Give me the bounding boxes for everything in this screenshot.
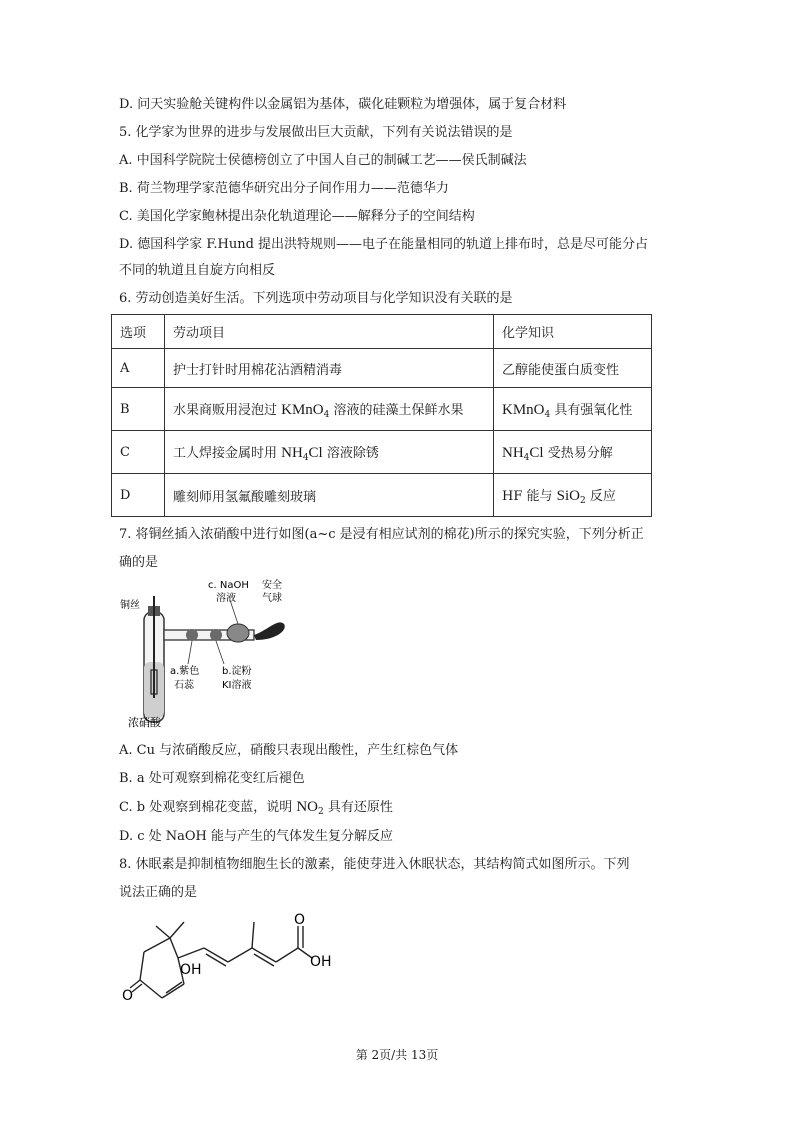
header-knowledge: 化学知识 bbox=[494, 315, 652, 349]
q7-stem-line1: 7. 将铜丝插入浓硝酸中进行如图(a~c 是浸有相应试剂的棉花)所示的探究实验，下列分析正 bbox=[119, 527, 644, 542]
q6-stem: 6. 劳动创造美好生活。下列选项中劳动项目与化学知识没有关联的是 bbox=[119, 291, 513, 306]
bond bbox=[140, 980, 162, 998]
row-b-task: 水果商贩用浸泡过 KMnO$_4$ 溶液的硅藻土保鲜水果 bbox=[165, 388, 494, 431]
table-row bbox=[112, 431, 652, 474]
header-task: 劳动项目 bbox=[165, 315, 494, 349]
label-a-1: a.紫色 bbox=[170, 666, 200, 677]
bond bbox=[178, 948, 204, 958]
q5-stem: 5. 化学家为世界的进步与发展做出巨大贡献，下列有关说法错误的是 bbox=[119, 125, 513, 140]
bond bbox=[144, 938, 170, 952]
methyl-bond bbox=[170, 922, 184, 938]
row-d-task: 雕刻师用氢氟酸雕刻玻璃 bbox=[165, 474, 494, 517]
row-a-option: A bbox=[112, 349, 165, 388]
label-acid: 浓硝酸 bbox=[128, 716, 161, 728]
q8-stem-line2: 说法正确的是 bbox=[119, 885, 198, 900]
row-d-knowledge: HF 能与 SiO$_2$ 反应 bbox=[494, 474, 652, 517]
abscisic-acid-structure bbox=[118, 908, 348, 1008]
label-balloon-2: 气球 bbox=[262, 593, 282, 604]
label-naoh-2: 溶液 bbox=[216, 593, 236, 604]
leader-a bbox=[188, 641, 192, 664]
table-header-row bbox=[112, 315, 652, 349]
label-a-2: 石蕊 bbox=[174, 680, 194, 691]
leader-b bbox=[216, 641, 224, 664]
page-number: 第 2页/共 13页 bbox=[355, 1048, 439, 1062]
bond bbox=[162, 984, 184, 998]
label-b-1: b.淀粉 bbox=[222, 666, 252, 677]
table-row bbox=[112, 474, 652, 517]
q5-option-d-line1: D. 德国科学家 F.Hund 提出洪特规则——电子在能量相同的轨道上排布时，总是尽可能分占 bbox=[119, 237, 649, 252]
q5-option-d-line2: 不同的轨道且自旋方向相反 bbox=[119, 263, 276, 278]
row-a-knowledge: 乙醇能使蛋白质变性 bbox=[494, 349, 652, 388]
header-option: 选项 bbox=[112, 315, 165, 349]
bond bbox=[170, 938, 178, 958]
row-c-option: C bbox=[112, 431, 165, 474]
label-b-2: KI溶液 bbox=[222, 680, 252, 691]
label-naoh-1: c. NaOH bbox=[208, 580, 249, 591]
bond bbox=[228, 948, 252, 962]
bond bbox=[276, 948, 298, 962]
labor-table bbox=[111, 314, 652, 517]
q7-stem-line2: 确的是 bbox=[119, 555, 159, 570]
q8-stem-line1: 8. 休眠素是抑制植物细胞生长的激素，能使芽进入休眠状态，其结构简式如图所示。下列 bbox=[119, 857, 630, 872]
safety-balloon bbox=[254, 622, 285, 640]
atom-o-ketone: O bbox=[122, 988, 134, 1004]
q7-option-c: C. b 处观察到棉花变蓝，说明 $NO_2$ 具有还原性 bbox=[119, 799, 393, 817]
label-copper-wire: 铜丝 bbox=[120, 600, 140, 611]
label-balloon-1: 安全 bbox=[262, 580, 282, 591]
row-c-task: 工人焊接金属时用 $NH_4Cl$ 溶液除锈 bbox=[165, 431, 494, 474]
cotton-c bbox=[227, 624, 249, 642]
methyl-bond bbox=[252, 922, 254, 948]
q7-option-b: B. a 处可观察到棉花变红后褪色 bbox=[119, 771, 305, 786]
q5-option-b: B. 荷兰物理学家范德华研究出分子间作用力——范德华力 bbox=[119, 181, 449, 196]
atom-oh-acid: OH bbox=[310, 954, 332, 970]
row-c-knowledge: $NH_4Cl$ 受热易分解 bbox=[494, 431, 652, 474]
row-b-knowledge: KMnO$_4$ 具有强氧化性 bbox=[494, 388, 652, 431]
apparatus-figure bbox=[118, 578, 288, 728]
methyl-bond bbox=[156, 926, 170, 938]
q7-option-a: A. Cu 与浓硝酸反应，硝酸只表现出酸性，产生红棕色气体 bbox=[119, 743, 459, 758]
q5-option-a: A. 中国科学院院士侯德榜创立了中国人自己的制碱工艺——侯氏制碱法 bbox=[119, 153, 527, 168]
table-row bbox=[112, 388, 652, 431]
atom-o-acid: O bbox=[294, 912, 306, 928]
row-b-option: B bbox=[112, 388, 165, 431]
q5-option-c: C. 美国化学家鲍林提出杂化轨道理论——解释分子的空间结构 bbox=[119, 209, 475, 224]
q4-option-d: D. 问天实验舱关键构件以金属铝为基体，碳化硅颗粒为增强体，属于复合材料 bbox=[119, 97, 567, 112]
q7-option-d: D. c 处 NaOH 能与产生的气体发生复分解反应 bbox=[119, 829, 394, 844]
cotton-a bbox=[186, 629, 198, 641]
row-d-option: D bbox=[112, 474, 165, 517]
cotton-b bbox=[210, 629, 222, 641]
table-row bbox=[112, 349, 652, 388]
row-a-task: 护士打针时用棉花沾酒精消毒 bbox=[165, 349, 494, 388]
atom-oh-ring: OH bbox=[180, 962, 202, 978]
bond bbox=[140, 952, 144, 980]
